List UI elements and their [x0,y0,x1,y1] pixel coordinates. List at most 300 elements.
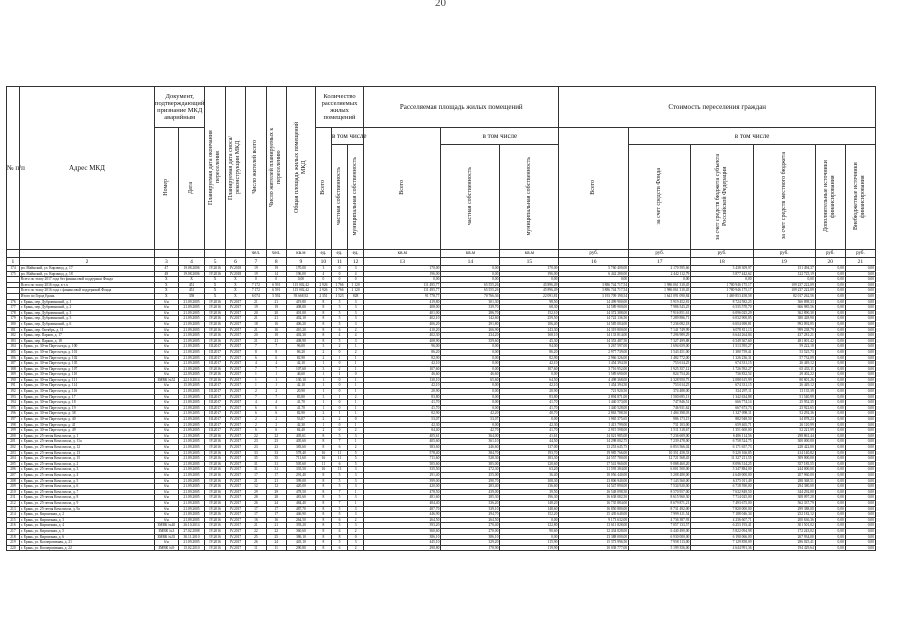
row-rooms-municipal: 3 [348,523,364,529]
row-rooms-municipal: 3 [348,321,364,327]
row-rooms-private: 5 [331,299,347,305]
row-cost-total: 14 589 900,00 [559,305,629,311]
header-cost-offbudget: Внебюджетные источники финансирования [845,145,875,250]
row-cost-fund: 7 534 920,00 [629,484,691,490]
row-cost-total: 14 353 487,50 [559,338,629,344]
row-area-private: 234,20 [441,333,500,339]
row-cost-offbudget: 0,00 [845,327,875,333]
row-residents-planned: 31 [266,467,286,473]
row-planned-demolition: IV.2017 [225,528,245,534]
row-total-area: 170,00 [286,266,315,272]
row-address: г. Ерань, пер. Октябрь, д. 11 [19,327,154,333]
row-area-municipal: 45,30 [500,338,559,344]
row-doc-number: X [155,293,179,299]
row-rooms-municipal: 2 [348,528,364,534]
row-planned-demolition: IV.2017 [225,394,245,400]
row-address: г. Ерань, ул. 30-ти Партсъезда, д. 40 [19,417,154,423]
row-cost-regional: 6 253 193,41 [691,523,753,529]
row-cost-offbudget: 0,00 [845,545,875,551]
row-doc-number: б/н [155,506,179,512]
row-cost-fund: 374 488,00 [629,389,691,395]
row-number: 195 [7,405,20,411]
row-cost-local: 34 878,23 [753,417,815,423]
row-planned-end: III.2017 [205,361,225,367]
row-cost-local: 562 337,79 [753,500,815,506]
row-area-municipal: 148,20 [500,500,559,506]
row-doc-number: б/н [155,428,179,434]
header-cost-extra: Дополнительные источники финансирования [815,145,845,250]
row-area-municipal: 0,00 [500,277,559,283]
row-cost-regional: 0,00 [691,277,753,283]
row-residents-total: 0 [246,277,266,283]
row-cost-extra: 0,00 [815,333,845,339]
row-cost-extra: 0,00 [815,461,845,467]
row-cost-fund: 1 484 398,03 [629,411,691,417]
row-planned-demolition: IV.2018 [225,271,245,277]
row-cost-fund: 6 001 500,00 [629,467,691,473]
row-residents-planned: 23 [266,439,286,445]
row-residents-planned: 20 [266,310,286,316]
row-residents-total: 12 [246,484,266,490]
row-residents-total: 21 [246,316,266,322]
row-cost-regional: 6 486 114,56 [691,433,753,439]
row-cost-extra: 0,00 [815,366,845,372]
row-rooms-private: 2 [331,344,347,350]
row-doc-number: б/н [155,394,179,400]
column-number-cell: 1 [7,258,20,266]
row-cost-regional: 6 032 900,85 [691,316,753,322]
row-address: г. Ерань, ул. 30-ти Партсъезда, д. 111 [19,377,154,383]
row-residents-planned: 25 [266,534,286,540]
row-doc-number: б/н [155,305,179,311]
row-residents-total: 21 [246,327,266,333]
unit-cell: кв.м [441,250,500,258]
header-cost-regional: за счет средств бюджета субъекта Российской Федерации [691,145,753,250]
row-cost-fund: 8 679 871,21 [629,500,691,506]
row-area-total: 360,60 [364,528,441,534]
row-residents-total: 4 [246,361,266,367]
row-area-total: 20,90 [364,389,441,395]
row-planned-end: IV.2016 [205,271,225,277]
row-area-total: 170,00 [364,266,441,272]
row-cost-offbudget: 0,00 [845,282,875,288]
row-area-municipal: 107,60 [500,366,559,372]
row-residents-total: 25 [246,534,266,540]
row-cost-regional: 674 331,15 [691,361,753,367]
row-area-total: 402,10 [364,316,441,322]
row-rooms-municipal: 1 [348,411,364,417]
row-cost-offbudget: 0,00 [845,461,875,467]
row-address: г. Ерань, ул. 30-ти Партсъезда, д. 17 [19,394,154,400]
row-rooms-total: 8 [315,321,331,327]
row-area-municipal: 44,50 [500,439,559,445]
row-cost-regional: 6 190 066,00 [691,534,753,540]
row-cost-fund: 8 731 492,00 [629,506,691,512]
column-number-cell: 15 [500,258,559,266]
row-doc-number: б/н [155,422,179,428]
row-residents-planned: 7 [266,366,286,372]
row-rooms-total: 3 [315,366,331,372]
row-area-private: 53,07 [441,417,500,423]
row-residents-planned: 33 [266,450,286,456]
row-planned-end: IV.2016 [205,495,225,501]
row-doc-date: 21.09.2005 [178,321,205,327]
row-cost-regional: 3 877 442,62 [691,271,753,277]
row-rooms-total: 2 [315,411,331,417]
row-cost-total: 14 319 800,00 [559,327,629,333]
row-residents-planned: 19 [266,266,286,272]
row-rooms-total: 2 [315,349,331,355]
row-residents-planned: 2 [266,417,286,423]
row-planned-demolition: IV.2017 [225,349,245,355]
row-cost-local: 509 000,00 [753,456,815,462]
row-residents-planned: 4 [266,361,286,367]
row-rooms-municipal: 3 [348,310,364,316]
row-area-total: 711,60 [364,456,441,462]
row-planned-demolition: IV.2017 [225,389,245,395]
row-address: Итого по Город Ерань [19,293,154,299]
row-residents-planned: 21 [266,523,286,529]
row-number: 216 [7,523,20,529]
row-cost-total: 2 894 871,00 [559,394,629,400]
row-residents-total: 7 172 [246,288,266,294]
row-cost-fund: 753 614,25 [629,383,691,389]
row-planned-demolition: IV.2017 [225,321,245,327]
row-rooms-private: 0 [331,377,347,383]
row-residents-total: 18 [246,321,266,327]
row-doc-number: б/н [155,467,179,473]
row-area-private: 385,00 [441,461,500,467]
row-planned-demolition: IV.2017 [225,377,245,383]
row-address: г. Ерань, ул. 30-ти Партсъезда, д. 49 [19,428,154,434]
row-rooms-private: 1 [331,394,347,400]
row-doc-date: 21.09.2005 [178,478,205,484]
row-residents-planned: 6 [266,411,286,417]
column-number-cell: 12 [348,258,364,266]
row-total-area: 42,10 [286,383,315,389]
row-number: 201 [7,439,20,445]
row-total-area: 82,90 [286,411,315,417]
row-address: г. Ерань, ул. Кооперативная, д. 22 [19,545,154,551]
row-area-private: 0,00 [441,394,500,400]
row-planned-end: III.2017 [205,422,225,428]
row-address: г. Ерань, ул. Кирпичная, д. 4 [19,523,154,529]
row-cost-local: 25 952,35 [753,400,815,406]
row-cost-local: 244 000,00 [753,467,815,473]
row-cost-extra: 0,00 [815,417,845,423]
row-doc-number: б/н [155,361,179,367]
row-number: 219 [7,540,20,546]
row-doc-number: X [155,277,179,283]
row-total-area: 83,80 [286,394,315,400]
row-cost-extra: 0,00 [815,517,845,523]
row-area-total: 82,90 [364,411,441,417]
row-residents-total: 35 [246,456,266,462]
row-total-area: 420,00 [286,484,315,490]
row-cost-extra: 0,00 [815,266,845,272]
row-area-municipal: 0,00 [500,372,559,378]
row-cost-extra: 0,00 [815,400,845,406]
row-planned-demolition: X [225,288,245,294]
row-area-total: 401,00 [364,310,441,316]
row-cost-offbudget: 0,00 [845,377,875,383]
row-cost-total: 14 372 388,00 [559,310,629,316]
row-rooms-total: 8 [315,327,331,333]
row-cost-extra: 0,00 [815,506,845,512]
row-area-municipal: 136,60 [500,484,559,490]
row-area-private: 170,90 [441,545,500,551]
row-area-private: 286,70 [441,310,500,316]
column-number-cell: 16 [559,258,629,266]
unit-cell: кв.м [364,250,441,258]
row-planned-demolition: IV.2017 [225,344,245,350]
row-address: г. Ерань, пер. Дубровинский, д. 2 [19,305,154,311]
row-area-total: 383,60 [364,445,441,451]
row-cost-total: 14 298 002,75 [559,439,629,445]
row-cost-local: 109 237 222,09 [753,288,815,294]
row-planned-end: X [205,293,225,299]
row-area-total: 405,61 [364,433,441,439]
row-cost-offbudget: 0,00 [845,293,875,299]
row-planned-demolition: IV.2017 [225,478,245,484]
row-rooms-municipal: 2 [348,327,364,333]
row-address: г. Ерань, пер. Парков, д. 18 [19,338,154,344]
row-planned-demolition: IV.2017 [225,545,245,551]
row-cost-regional: 1 342 634,88 [691,394,753,400]
row-cost-total: 16 638 082,50 [559,495,629,501]
row-doc-date: 21.09.2005 [178,495,205,501]
row-cost-fund: 10 351 458,33 [629,450,691,456]
row-total-area: 335,50 [286,467,315,473]
row-cost-offbudget: 0,00 [845,349,875,355]
row-planned-end: III.2017 [205,411,225,417]
row-area-municipal: 22 091,81 [500,293,559,299]
row-rooms-total: 8 [315,506,331,512]
row-cost-total: 13 611 828,00 [559,523,629,529]
row-area-total: 86,20 [364,349,441,355]
row-area-total: 96,00 [364,344,441,350]
row-residents-total: 6 [246,428,266,434]
row-area-private: 361,10 [441,439,500,445]
row-cost-total: 3 886 744 717,54 [559,288,629,294]
row-planned-end: IV.2016 [205,327,225,333]
row-area-municipal: 42,10 [500,361,559,367]
row-area-total: 420,00 [364,484,441,490]
row-area-private: 0,00 [441,405,500,411]
row-doc-number: б/н [155,456,179,462]
row-area-municipal: 83,80 [500,394,559,400]
row-residents-total: 6 [246,355,266,361]
row-area-private: 339,70 [441,305,500,311]
row-area-private: 0,00 [441,344,500,350]
row-cost-extra: 0,00 [815,433,845,439]
row-area-municipal: 90,60 [500,528,559,534]
row-address: г. Ерань, ул. Кооперативная, д. 21 [19,540,154,546]
row-cost-extra: 0,00 [815,389,845,395]
row-rooms-private: 0 [331,428,347,434]
row-area-municipal: 64,50 [500,377,559,383]
row-address: г. Ерань, ул. 25-летия Комсомола, д. 3 [19,467,154,473]
row-cost-fund: 0,00 [629,277,691,283]
row-planned-demolition: IV.2017 [225,461,245,467]
row-rooms-private: 5 [331,305,347,311]
row-rooms-municipal: 1 [348,500,364,506]
row-total-area: 82,90 [286,355,315,361]
row-doc-date: 21.09.2005 [178,428,205,434]
row-planned-end: III.2017 [205,417,225,423]
row-area-municipal: 120,60 [500,461,559,467]
row-residents-planned: 31 [266,461,286,467]
row-doc-number: б/н [155,461,179,467]
row-rooms-municipal: 3 [348,506,364,512]
row-planned-end: IV.2016 [205,333,225,339]
row-total-area: 96,00 [286,344,315,350]
row-planned-demolition: IV.2017 [225,484,245,490]
row-address: г. Ерань, ул. 30-ти Партсъезда, д. 38 [19,411,154,417]
row-cost-local: 151 494,37 [753,266,815,272]
row-cost-fund: 1 511 318,67 [629,428,691,434]
row-area-total: 406,20 [364,321,441,327]
row-doc-date: 21.09.2005 [178,456,205,462]
row-rooms-municipal: 3 [348,512,364,518]
row-planned-demolition: IV.2017 [225,439,245,445]
row-area-municipal: 143,30 [500,327,559,333]
row-cost-total: 2 977 739,00 [559,349,629,355]
row-total-area: 446,90 [286,512,315,518]
row-rooms-total: 8 [315,534,331,540]
row-area-private: 359,60 [441,338,500,344]
row-rooms-total: 8 [315,512,331,518]
row-planned-end: IV.2016 [205,540,225,546]
row-doc-number: б/н [155,484,179,490]
row-residents-total: 33 [246,450,266,456]
row-planned-demolition: IV.2017 [225,338,245,344]
row-cost-local: 26 110,99 [753,422,815,428]
unit-cell: кв.м [500,250,559,258]
row-cost-regional: 7 129 858,09 [691,540,753,546]
row-rooms-private: 1 [331,411,347,417]
row-rooms-total: 2 [315,428,331,434]
row-planned-demolition: IV.2017 [225,428,245,434]
row-residents-planned: 1 [266,377,286,383]
row-planned-end: IV.2016 [205,450,225,456]
row-rooms-municipal: 2 [348,445,364,451]
row-area-total: 53,07 [364,417,441,423]
row-total-area: 445,10 [286,540,315,546]
row-area-municipal: 41,70 [500,400,559,406]
row-doc-number: б/н [155,383,179,389]
row-rooms-total: 8 [315,528,331,534]
row-number: 210 [7,489,20,495]
row-area-private: 270,00 [441,528,500,534]
row-number: 193 [7,394,20,400]
header-planned-demolition: Планируемая дата сноса/реконструкции МКД [225,87,245,250]
row-rooms-total: 1 [315,389,331,395]
row-area-municipal: 115,90 [500,540,559,546]
row-rooms-private: 5 [331,540,347,546]
row-area-total: 0,00 [364,277,441,283]
row-planned-demolition: IV.2017 [225,506,245,512]
row-address: г. Ерань, ул. 30-ти Партсъезда, д. 107 [19,366,154,372]
row-residents-planned: 2 [266,389,286,395]
row-residents-planned: 11 [266,545,286,551]
row-cost-regional: 736 832,52 [691,372,753,378]
row-residents-planned: 17 [266,472,286,478]
row-address: г. Ерань, ул. 25-летия Комсомола, д. 11а [19,439,154,445]
row-cost-total: 3 716 952,00 [559,366,629,372]
row-address: Всего по этапу 2017 года без финансовой поддержки Фонда [19,277,154,283]
row-cost-offbudget: 0,00 [845,500,875,506]
row-rooms-private: 5 [331,316,347,322]
row-area-total: 111 495,77 [364,288,441,294]
row-number: 179 [7,316,20,322]
row-rooms-municipal: 1 [348,383,364,389]
row-cost-extra: 0,00 [815,428,845,434]
row-number: 215 [7,517,20,523]
row-cost-regional: 6 375 011,49 [691,478,753,484]
row-planned-demolition: IV.2017 [225,445,245,451]
row-number: 182 [7,333,20,339]
row-cost-extra: 0,00 [815,277,845,283]
row-number: 181 [7,327,20,333]
row-cost-offbudget: 0,00 [845,333,875,339]
row-rooms-municipal: 1 [348,439,364,445]
row-number: 199 [7,428,20,434]
row-rooms-total: 1 [315,372,331,378]
unit-cell: руб. [629,250,691,258]
row-number: 214 [7,512,20,518]
row-doc-number: б/н [155,316,179,322]
row-cost-offbudget: 0,00 [845,472,875,478]
row-residents-total: 7 [246,394,266,400]
row-planned-end: X [205,282,225,288]
row-cost-offbudget: 0,00 [845,355,875,361]
row-doc-number: б/н [155,512,179,518]
row-total-area: 196,00 [286,271,315,277]
row-planned-demolition: IV.2017 [225,512,245,518]
row-rooms-municipal: 3 [348,338,364,344]
row-number: 177 [7,305,20,311]
row-cost-regional: 6 644 264,84 [691,333,753,339]
row-doc-date: 21.09.2005 [178,389,205,395]
row-cost-offbudget: 0,00 [845,383,875,389]
row-residents-planned: 6 [266,355,286,361]
column-number-cell: 20 [815,258,845,266]
row-cost-fund: 7 327 499,88 [629,338,691,344]
row-residents-total: 21 [246,299,266,305]
row-total-area: 360,60 [286,528,315,534]
row-planned-demolition: IV.2017 [225,500,245,506]
row-area-private: 142,60 [441,316,500,322]
row-cost-offbudget: 0,00 [845,372,875,378]
row-residents-total: 31 [246,461,266,467]
row-area-total: 84,40 [364,428,441,434]
row-area-municipal: 63,20 [500,467,559,473]
row-number: 209 [7,484,20,490]
row-area-private: 0,00 [441,355,500,361]
row-cost-extra: 0,00 [815,355,845,361]
row-address: г. Ерань, ул. 25-летия Комсомола, д. 6 [19,484,154,490]
row-cost-local: 80 801,26 [753,377,815,383]
row-cost-offbudget: 0,00 [845,517,875,523]
row-planned-end: III.2017 [205,394,225,400]
row-planned-demolition: IV.2017 [225,400,245,406]
row-rooms-total: 1 [315,383,331,389]
row-doc-number: б/н [155,450,179,456]
row-rooms-total: 8 [315,523,331,529]
row-rooms-private: 0 [331,271,347,277]
row-residents-planned: 16 [266,327,286,333]
